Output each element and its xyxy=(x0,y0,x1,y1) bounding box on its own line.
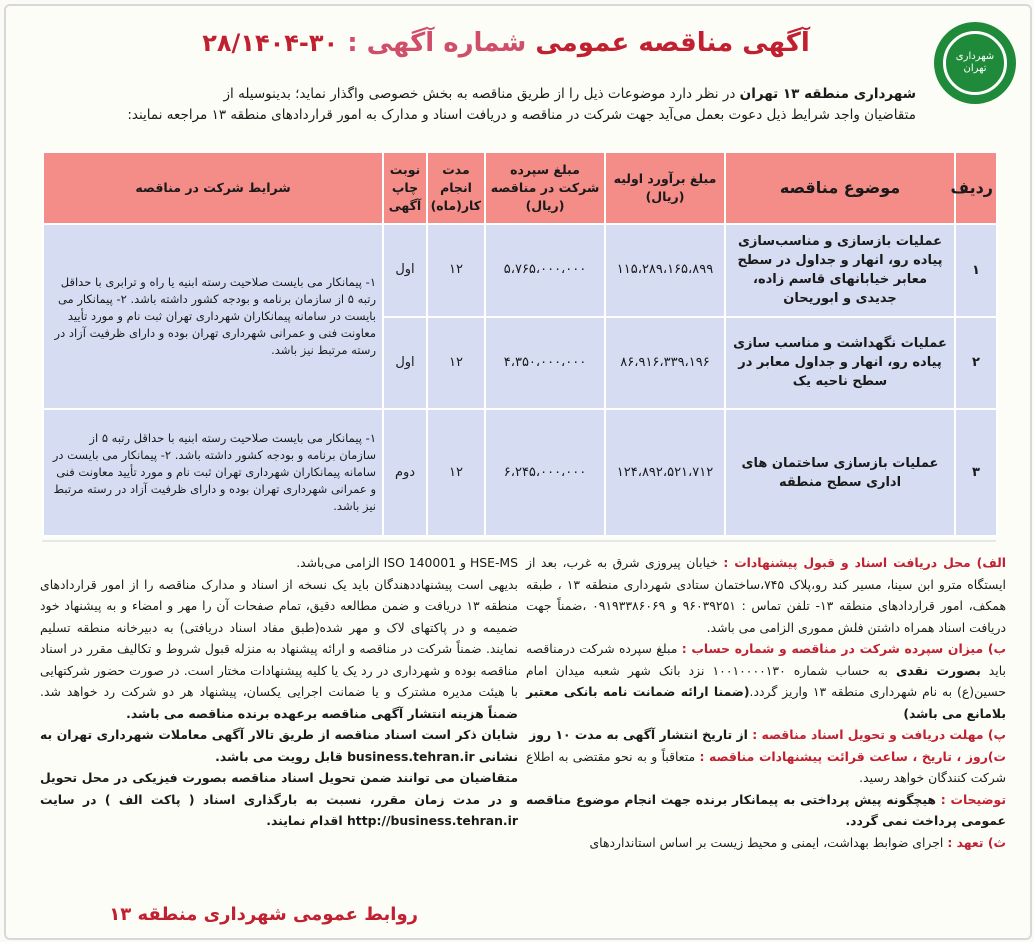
logo-text: شهرداری تهران xyxy=(955,51,995,74)
intro-text-1: در نظر دارد موضوعات ذیل را از طریق مناقصه به بخش خصوصی واگذار نماید؛ بدینوسیله از xyxy=(223,86,740,102)
intro-organization: شهرداری منطقه ۱۳ تهران xyxy=(739,86,916,102)
header-conditions: شرایط شرکت در مناقصه xyxy=(43,152,383,224)
portal-text: شایان ذکر است اسناد مناقصه از طریق تالار آگهی معاملات شهرداری تهران به نشانی xyxy=(40,727,518,764)
intro-text-2: متقاضیان واجد شرایط ذیل دعوت بعمل می‌آید جهت شرکت در مناقصه و دریافت اسناد و مدارک به امور قراردادهای منطقه ۱۳ مراجعه نمایند: xyxy=(127,107,916,123)
table-row xyxy=(43,224,997,317)
upload-text-end: اقدام نمایند. xyxy=(266,813,347,828)
header-print-turn: نوبت چاپ آگهی xyxy=(383,152,427,224)
details-left-column xyxy=(40,552,518,832)
logo-emblem-icon xyxy=(943,31,1007,95)
municipality-logo xyxy=(934,22,1016,104)
submission-text: بدیهی است پیشنهاددهندگان باید یک نسخه از اسناد و مدارک مناقصه را از امور قراردادهای منطقه ۱۳ دریافت و ضمن مطالعه دقیق، تمام صفحات آن را مهر و امضاء و به پیشنهاد خود ضمیمه و در پاکتهای لاک و مهر شده(طبق مفاد اسناد دریافتی) به دبیرخانه منطقه تسلیم نمایند. ضمناً شرکت در مناقصه و ارائه پیشنهاد به منزله قبول شروط و تکالیف مقرر در اسناد مناقصه بوده و شهرداری در رد یک یا کلیه پیشنهادات مختار است. در صورت حضور شرکتهایی با هیئت مدیره مشترک و یا ضمانت اجرایی یکسان، پیشنهاد هر دو شرکت رد خواهد شد. xyxy=(40,576,518,699)
row-number: ۳ xyxy=(955,409,997,536)
tender-table xyxy=(42,151,998,537)
row-duration: ۱۲ xyxy=(427,224,485,317)
intro-paragraph xyxy=(36,84,916,126)
section-b-text-1: مبلغ سپرده شرکت درمناقصه باید xyxy=(526,641,1006,678)
section-b-text-2: به حساب شماره ۱۰۰۱۰۰۰۰۱۳۰ نزد بانک شهر شعبه میدان امام حسین(ع) به نام شهرداری منطقه ۱۳ واریز گردد. xyxy=(526,662,1006,699)
row-deposit: ۶،۲۴۵،۰۰۰،۰۰۰ xyxy=(485,409,605,536)
table-header-row xyxy=(43,152,997,224)
header-deposit: مبلغ سپرده شرکت در مناقصه (ریال) xyxy=(485,152,605,224)
standards-text: HSE-MS و ISO 140001 الزامی می‌باشد. xyxy=(296,555,518,570)
upload-text: متقاضیان می توانند ضمن تحویل اسناد مناقصه بصورت فیزیکی در محل تحویل و در مدت زمان مقرر، نسبت به بارگذاری اسناد ( پاکت الف ) در سایت xyxy=(40,770,518,807)
section-p-text: از تاریخ انتشار آگهی به مدت ۱۰ روز xyxy=(529,727,753,742)
notice-number-label: شماره آگهی : xyxy=(347,28,527,58)
section-b-guarantee: (ضمنا ارائه ضمانت نامه بانکی معتبر بلامانع می باشد) xyxy=(526,684,1006,721)
row-conditions: ۱- پیمانکار می بایست صلاحیت رسته ابنیه یا راه و ترابری با حداقل رتبه ۵ از سازمان برنامه و بودجه کشور داشته باشد. ۲- پیمانکار می بایست در سامانه پیمانکاران شهرداری تهران ثبت نام و مورد تأیید معاونت فنی و عمرانی شهرداری تهران بوده و دارای ظرفیت آزاد در رسته مرتبط نیز باشد. xyxy=(43,224,383,409)
section-b-cash: بصورت نقدی xyxy=(896,662,981,678)
footer-public-relations: روابط عمومی شهرداری منطقه ۱۳ xyxy=(109,904,418,925)
notice-number: ۳۰-۲۸/۱۴۰۴ xyxy=(202,29,339,57)
row-subject: عملیات بازسازی و مناسب‌سازی پیاده رو، انهار و جداول در سطح معابر خیابانهای قاسم زاده، جدیدی و ابوریحان xyxy=(725,224,955,317)
details-right-column xyxy=(526,552,1006,853)
section-p-label: پ) مهلت دریافت و تحویل اسناد مناقصه : xyxy=(752,727,1006,742)
section-th-text: اجرای ضوابط بهداشت، ایمنی و محیط زیست بر اساس استانداردهای xyxy=(589,834,948,850)
row-subject: عملیات بازسازی ساختمان های اداری سطح منطقه xyxy=(725,409,955,536)
row-number: ۲ xyxy=(955,317,997,410)
row-subject: عملیات نگهداشت و مناسب سازی پیاده رو، انهار و جداول معابر در سطح ناحیه یک xyxy=(725,317,955,410)
row-print-turn: اول xyxy=(383,224,427,317)
portal-text-end: قابل رویت می باشد. xyxy=(215,748,348,764)
table-row xyxy=(43,409,997,536)
row-estimate: ۱۲۴،۸۹۲،۵۲۱،۷۱۲ xyxy=(605,409,725,536)
title-text: آگهی مناقصه عمومی xyxy=(535,28,810,58)
row-number: ۱ xyxy=(955,224,997,317)
header-estimate: مبلغ برآورد اولیه (ریال) xyxy=(605,152,725,224)
row-duration: ۱۲ xyxy=(427,317,485,410)
row-print-turn: دوم xyxy=(383,409,427,536)
header-row-number: ردیف xyxy=(955,152,997,224)
row-print-turn: اول xyxy=(383,317,427,410)
notes-text: هیچگونه پیش پرداختی به پیمانکار برنده جهت انجام موضوع مناقصه عمومی پرداخت نمی گردد. xyxy=(526,791,1006,828)
section-th-label: ث) تعهد : xyxy=(947,834,1006,850)
row-estimate: ۸۶،۹۱۶،۳۳۹،۱۹۶ xyxy=(605,317,725,410)
section-t-text: متعاقباً و به نحو مقتضی به اطلاع شرکت کنندگان خواهد رسید. xyxy=(526,748,1006,785)
header-duration: مدت انجام کار(ماه) xyxy=(427,152,485,224)
section-a-label: الف) محل دریافت اسناد و قبول پیشنهادات : xyxy=(723,555,1006,570)
row-duration: ۱۲ xyxy=(427,409,485,536)
section-a-text: خیابان پیروزی شرق به غرب، بعد از ایستگاه مترو ابن سینا، مسیر کند رو،پلاک ۷۴۵،ساختمان ستادی شهرداری منطقه ۱۳ ، طبقه همکف، امور قراردادهای منطقه ۱۳- تلفن تماس : ۹۶۰۳۹۲۵۱ و ۰۹۱۹۳۳۸۶۰۶۹ ،ضمناً جهت دریافت اسناد همراه داشتن فلش مموری الزامی می باشد. xyxy=(526,555,1007,635)
notice-frame xyxy=(4,4,1032,940)
portal-link[interactable]: business.tehran.ir xyxy=(347,748,475,764)
header-subject: موضوع مناقصه xyxy=(725,152,955,224)
row-deposit: ۴،۳۵۰،۰۰۰،۰۰۰ xyxy=(485,317,605,410)
notice-title xyxy=(156,28,856,58)
upload-link[interactable]: http://business.tehran.ir xyxy=(346,813,518,828)
row-deposit: ۵،۷۶۵،۰۰۰،۰۰۰ xyxy=(485,224,605,317)
notes-label: توضیحات : xyxy=(940,791,1006,807)
divider xyxy=(42,540,996,542)
row-conditions: ۱- پیمانکار می بایست صلاحیت رسته ابنیه با حداقل رتبه ۵ از سازمان برنامه و بودجه کشور داشته باشد. ۲- پیمانکار می بایست در سامانه پیمانکاران شهرداری تهران ثبت نام و مورد تأیید معاونت فنی و عمرانی شهرداری تهران بوده و دارای ظرفیت آزاد در رسته مرتبط نیز باشد. xyxy=(43,409,383,536)
section-b-label: ب) میزان سپرده شرکت در مناقصه و شماره حساب : xyxy=(681,641,1007,656)
section-t-label: ت)روز ، تاریخ ، ساعت قرائت پیشنهادات مناقصه : xyxy=(699,748,1006,764)
row-estimate: ۱۱۵،۲۸۹،۱۶۵،۸۹۹ xyxy=(605,224,725,317)
publication-cost-text: ضمناً هزینه انتشار آگهی مناقصه برعهده برنده مناقصه می باشد. xyxy=(126,705,518,721)
